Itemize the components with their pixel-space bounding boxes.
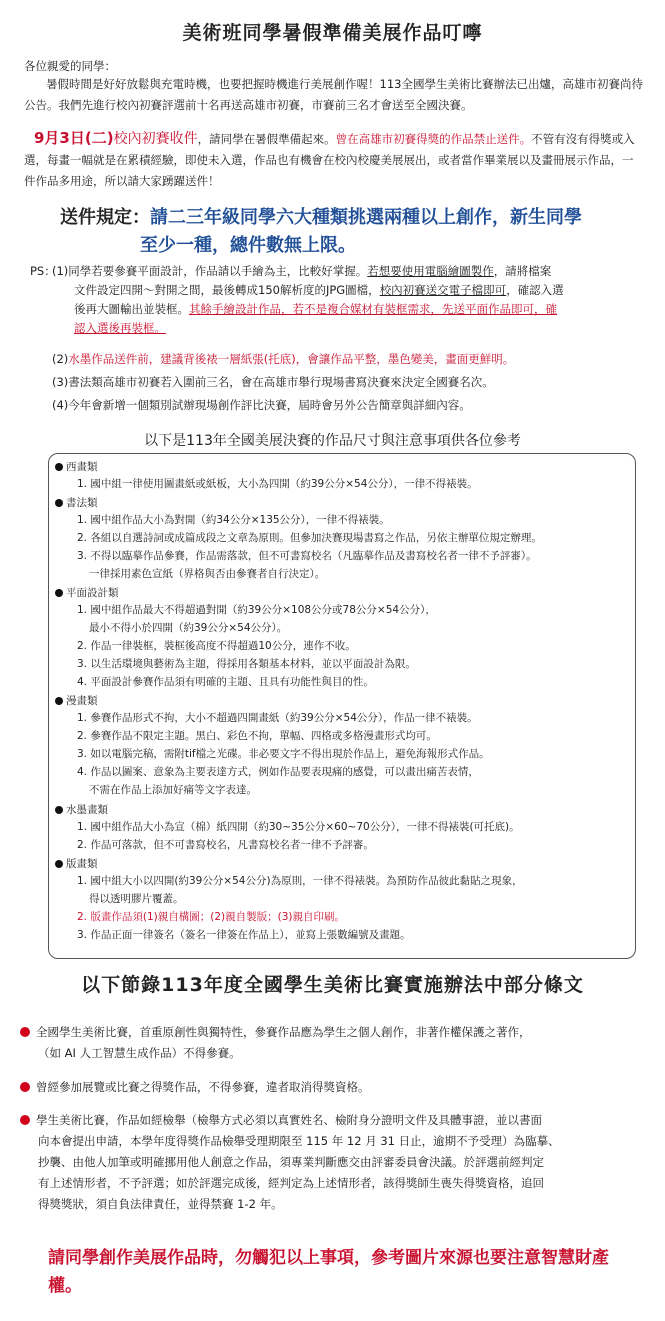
ps-item-1-text-g: 後再大圖輸出並裝框。 [74,302,189,316]
deadline-label: 校內初賽收件 [113,131,198,147]
category-print [55,856,98,872]
category-item: 1. 國中組一律使用圖畫紙或紙板，大小為四開（約39公分×54公分），一律不得裱裝。 [77,478,478,490]
category-item: 3. 不得以臨摹作品參賽，作品需落款，但不可書寫校名（凡臨摹作品及書寫校名者一律不予評審）。 [77,550,537,562]
ps-item-3-num: (3) [52,375,69,389]
category-item: 2. 作品一律裝框，裝框後高度不得超過10公分，連作不收。 [77,640,356,652]
rule-3-line-5: 得獎獎狀，須自負法律責任，並得禁賽 1-2 年。 [38,1197,283,1211]
greeting: 各位親愛的同學： [24,59,116,73]
ps-item-4 [52,396,471,415]
category-item: 2. 參賽作品不限定主題。黑白、彩色不拘，單幅、四格或多格漫畫形式均可。 [77,730,437,742]
category-item: 1. 國中組作品最大不得超過對開（約39公分×108公分或78公分×54公分）， [77,604,436,616]
category-item: 2. 作品可落款，但不可書寫校名，凡書寫校名者一律不予評審。 [77,839,374,851]
category-item: 1. 參賽作品形式不拘，大小不超過四開畫紙（約39公分×54公分），作品一律不裱裝。 [77,712,478,724]
category-item: 不需在作品上添加好痛等文字表達。 [89,784,257,796]
rule-item-2 [20,1077,650,1098]
deadline-paragraph [24,128,644,192]
deadline-text: ，請同學在暑假準備起來。 [197,132,336,146]
category-name: 西畫類 [66,461,98,473]
bullet-icon [55,499,63,507]
rule-item-3 [20,1110,650,1215]
red-bullet-icon [20,1115,30,1125]
bullet-icon [55,589,63,597]
ps-notes [30,262,650,422]
ps-item-2 [52,350,514,369]
category-calligraphy [55,495,98,511]
ps-item-2-text: 水墨作品送件前，建議背後裱一層紙張(托底)，會讓作品平整，墨色變美，畫面更鮮明。 [68,352,515,366]
ps-item-1 [52,262,650,338]
final-note: 請同學創作美展作品時，勿觸犯以上事項，參考圖片來源也要注意智慧財產權。 [48,1248,609,1296]
rule-item-1 [20,1022,650,1064]
rule-3-line-3: 抄襲、由他人加筆或明確挪用他人創意之作品，須專業判斷應交由評審委員會決議。於評選前經判定 [38,1155,544,1169]
category-item: 1. 國中組大小以四開(約39公分×54公分)為原則，一律不得裱裝。為預防作品彼此黏貼之現象， [77,875,523,887]
submission-rule-line1: 請二三年級同學六大種類挑選兩種以上創作，新生同學 [150,207,582,228]
submission-rule [60,204,650,260]
category-item: 2. 版畫作品須(1)親自構圖；(2)親自製版；(3)親自印刷。 [77,911,345,923]
reference-title: 以下是113年全國美展決賽的作品尺寸與注意事項供各位參考 [144,433,521,449]
ps-item-1-text-f: ，確認入選 [506,283,564,297]
category-item: 得以透明膠片覆蓋。 [89,893,184,905]
category-item: 4. 作品以圖案、意象為主要表達方式，例如作品要表現痛的感覺，可以畫出痛苦表情， [77,766,479,778]
category-item: 2. 各組以自選詩詞或成篇成段之文章為原則。但參加決賽現場書寫之作品，另依主辦單位規定辦理。 [77,532,542,544]
ps-item-1-num: (1) [52,264,69,278]
bullet-icon [55,463,63,471]
rule-3-line-1: 學生美術比賽，作品如經檢舉（檢舉方式必須以真實姓名、檢附身分證明文件及具體事證，並以書面 [36,1113,542,1127]
category-item: 最小不得小於四開（約39公分×54公分）。 [89,622,288,634]
ps-item-3 [52,373,494,392]
rule-2-text: 曾經參加展覽或比賽之得獎作品，不得參賽，違者取消得獎資格。 [36,1080,370,1094]
submission-rule-line2: 至少一種，總件數無上限。 [140,235,356,256]
category-item: 3. 以生活環境與藝術為主題，得採用各類基本材料，並以平面設計為限。 [77,658,416,670]
ps-item-1-frame: 認入選後再裝框。 [74,321,166,335]
ps-item-2-num: (2) [52,352,69,366]
category-name: 漫畫類 [66,695,98,707]
page-title: 美術班同學暑假準備美展作品叮嚀 [182,22,483,44]
ps-item-1-text-d: 文件設定四開～對開之間，最後轉成150解析度的JPG圖檔， [74,283,380,297]
rule-3-line-2: 向本會提出申請，本學年度得獎作品檢舉受理期限至 115 年 12 月 31 日止，逾期不予受理）為臨摹、 [38,1134,560,1148]
ps-item-4-text: 今年會新增一個類別試辦現場創作評比決賽，屆時會另外公告簡章與詳細內容。 [68,398,471,412]
deadline-text2: 不管有沒有得獎或入選，每畫一幅就是在累積經驗，即使未入選，作品也有機會在校內校慶美展展出，或者當作畢業展以及畫冊展示作品，一件作品多用途，所以請大家踴躍送件！ [24,132,635,188]
category-ink [55,802,108,818]
category-item: 4. 平面設計參賽作品須有明確的主題、且具有功能性與目的性。 [77,676,374,688]
section2-title: 以下節錄113年度全國學生美術比賽實施辦法中部分條文 [81,974,584,996]
ps-item-1-handdrawn: 其餘手繪設計作品，若不是複合媒材有裝框需求，先送平面作品即可，確 [189,302,557,316]
rule-3-line-4: 有上述情形者，不予評選；如於評選完成後，經判定為上述情形者，該得獎師生喪失得獎資格，追回 [38,1176,544,1190]
category-comic [55,693,98,709]
ps-prefix: PS： [30,264,56,278]
red-bullet-icon [20,1082,30,1092]
deadline-date: 9月3日(二) [34,129,114,147]
category-name: 版畫類 [66,858,98,870]
deadline-warning: 曾在高雄市初賽得獎的作品禁止送件。 [335,132,532,146]
red-bullet-icon [20,1027,30,1037]
ps-item-1-text: 同學若要參賽平面設計，作品請以手繪為主，比較好掌握。 [68,264,368,278]
category-name: 書法類 [66,497,98,509]
ps-item-1-text-c: ，請將檔案 [493,264,552,278]
category-name: 水墨畫類 [66,804,108,816]
bullet-icon [55,697,63,705]
submission-rule-label: 送件規定： [60,207,150,228]
category-item: 3. 如以電腦完稿，需附tif檔之光碟。非必要文字不得出現於作品上，避免海報形式作品。 [77,748,490,760]
category-western [55,459,98,475]
category-item: 1. 國中組作品大小為宣（棉）紙四開（約30~35公分×60~70公分），一律不得裱裝(可托底)。 [77,821,520,833]
intro-paragraph: 暑假時間是好好放鬆與充電時機，也要把握時機進行美展創作喔！113全國學生美術比賽辦法已出爐，高雄市初賽尚待公告。我們先進行校內初賽評選前十名再送高雄市初賽，市賽前三名才會送至全國決賽。 [24,77,643,112]
category-item: 1. 國中組作品大小為對開（約34公分×135公分），一律不得裱裝。 [77,514,390,526]
ps-item-1-digital: 校內初賽送交電子檔即可 [379,283,507,297]
ps-item-1-computer: 若想要使用電腦繪圖製作 [367,264,494,278]
category-box [48,453,636,959]
rule-1-line-1: 全國學生美術比賽，首重原創性與獨特性，參賽作品應為學生之個人創作，非著作權保護之著作， [36,1025,531,1039]
category-name: 平面設計類 [66,587,119,599]
rule-1-line-2: （如 AI 人工智慧生成作品）不得參賽。 [38,1046,241,1060]
bullet-icon [55,860,63,868]
category-item: 一律採用素色宣紙（界格與否由參賽者自行決定）。 [89,568,326,580]
category-design [55,585,119,601]
ps-item-4-num: (4) [52,398,69,412]
bullet-icon [55,806,63,814]
category-item: 3. 作品正面一律簽名（簽名一律簽在作品上），並寫上張數編號及畫題。 [77,929,411,941]
ps-item-3-text: 書法類高雄市初賽若入圍前三名，會在高雄市舉行現場書寫決賽來決定全國賽名次。 [68,375,494,389]
